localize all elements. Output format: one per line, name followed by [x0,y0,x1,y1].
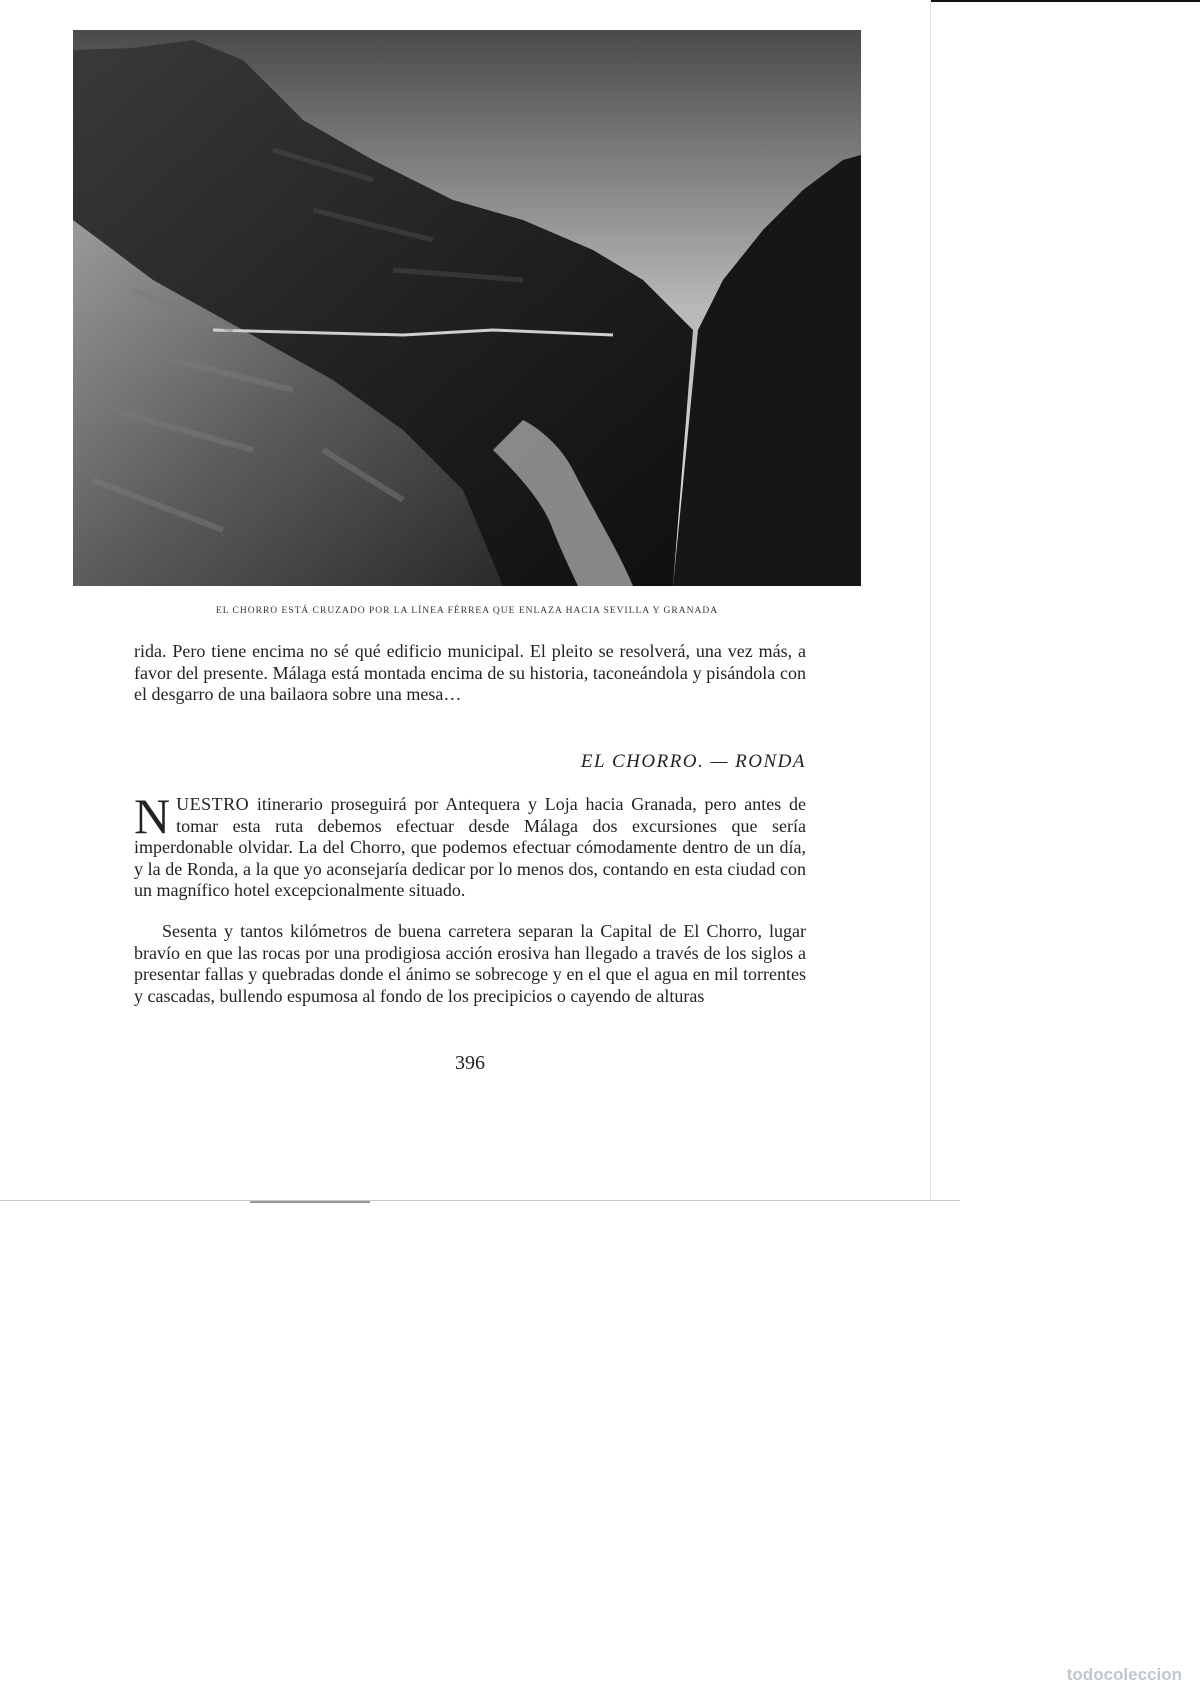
scan-edge [0,1200,960,1201]
smallcaps-lead: UESTRO [176,794,250,814]
paragraph [134,788,806,902]
drop-cap: N [134,788,171,844]
section-heading: EL CHORRO. — RONDA [580,751,806,772]
gorge-photo [73,30,861,586]
page-number: 396 [455,1052,485,1074]
paragraph-text: itinerario proseguirá por Antequera y Loja hacia Granada, pero antes de tomar esta ruta debemos efectuar desde Málaga dos excursiones que sería imperdonable olvidar. La del Chorro, que podemos efectuar cómodamente dentro de un día, y la de Ronda, a la que yo aconsejaría dedicar por lo menos dos, contando en esta ciudad con un magnífico hotel excepcionalmente situado. [134,794,806,900]
mountain-gorge-icon [73,30,861,586]
scan-edge [930,0,931,1200]
watermark: todocoleccion [1066,1665,1182,1684]
paragraph: rida. Pero tiene encima no sé qué edificio municipal. El pleito se resolverá, una vez más, a favor del presente. Málaga está montada encima de su historia, taconeándola y pisándola con el desgarro de una bailaora sobre una mesa… [134,641,806,704]
paragraph: Sesenta y tantos kilómetros de buena carretera separan la Capital de El Chorro, lugar bravío en que las rocas por una prodigiosa acción erosiva han llegado a través de los siglos a presentar fallas y quebradas donde el ánimo se sobrecoge y en el que el agua en mil torrentes y cascadas, bullendo espumosa al fondo de los precipicios o cayendo de alturas [134,921,806,1006]
scan-edge [250,1201,370,1203]
scan-edge [930,0,1200,2]
photo-caption: EL CHORRO ESTÁ CRUZADO POR LA LÍNEA FÉRREA QUE ENLAZA HACIA SEVILLA Y GRANADA [215,606,719,616]
